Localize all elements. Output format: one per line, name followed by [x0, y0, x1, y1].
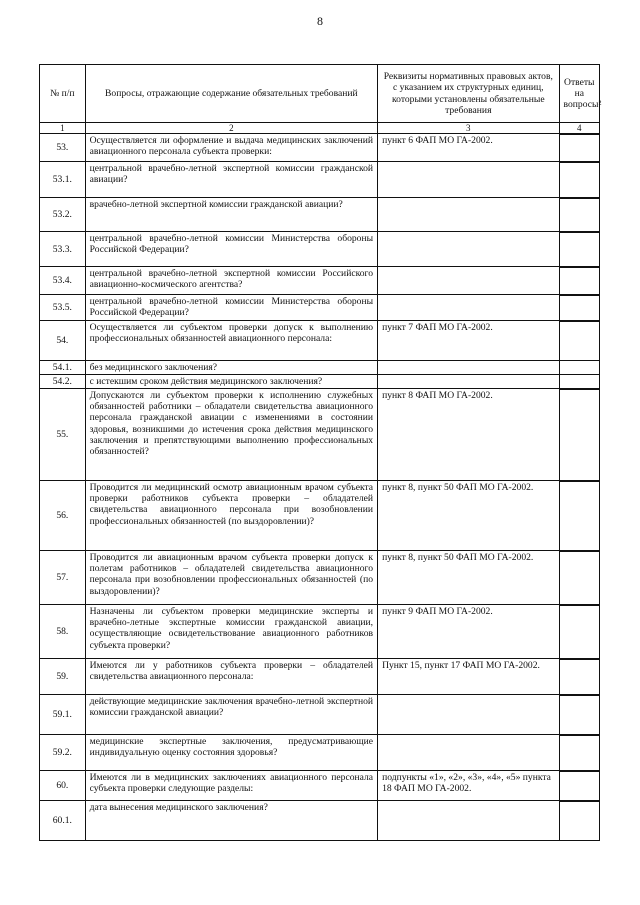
row-number: 58.: [40, 605, 86, 659]
question-text: Проводится ли медицинский осмотр авиационным врачом субъекта проверки работников субъекта проверки – обладателей свидетельства авиационного персонала при возобновлении профессиональных обязанностей (по выздоровлении)?: [85, 481, 377, 551]
row-number: 53.: [40, 134, 86, 162]
question-text: центральной врачебно-летной комиссии Министерства обороны Российской Федерации?: [85, 232, 377, 267]
header-questions: Вопросы, отражающие содержание обязательных требований: [85, 65, 377, 123]
row-number: 53.3.: [40, 232, 86, 267]
table-row: [40, 198, 600, 232]
column-number: 2: [85, 123, 377, 134]
answer-cell[interactable]: [559, 232, 599, 267]
column-number: 4: [559, 123, 599, 134]
reference-text: [378, 198, 559, 232]
question-text: Осуществляется ли оформление и выдача медицинских заключений авиационного персонала субъекта проверки:: [85, 134, 377, 162]
question-text: дата вынесения медицинского заключения?: [85, 801, 377, 841]
answer-cell[interactable]: [559, 771, 599, 801]
question-text: Имеются ли у работников субъекта проверки – обладателей свидетельства авиационного персонала:: [85, 659, 377, 695]
answer-cell[interactable]: [559, 695, 599, 735]
reference-text: [378, 232, 559, 267]
reference-text: [378, 375, 559, 389]
row-number: 60.1.: [40, 801, 86, 841]
question-text: Осуществляется ли субъектом проверки допуск к выполнению профессиональных обязанностей авиационного персонала:: [85, 321, 377, 361]
answer-cell[interactable]: [559, 198, 599, 232]
column-number: 1: [40, 123, 86, 134]
question-text: центральной врачебно-летной экспертной комиссии Российского авиационно-космического агентства?: [85, 267, 377, 295]
answer-cell[interactable]: [559, 481, 599, 551]
row-number: 53.5.: [40, 295, 86, 321]
table-row: [40, 551, 600, 605]
answer-cell[interactable]: [559, 735, 599, 771]
answer-cell[interactable]: [559, 295, 599, 321]
table-row: [40, 375, 600, 389]
question-text: врачебно-летной экспертной комиссии гражданской авиации?: [85, 198, 377, 232]
column-number: 3: [378, 123, 559, 134]
row-number: 54.2.: [40, 375, 86, 389]
row-number: 55.: [40, 389, 86, 481]
reference-text: Пункт 15, пункт 17 ФАП МО ГА-2002.: [378, 659, 559, 695]
row-number: 54.1.: [40, 361, 86, 375]
question-text: Допускаются ли субъектом проверки к исполнению служебных обязанностей работники – обладатели свидетельства авиационного персонала гражданской авиации с изменениями в состоянии здоровья, возникшими до истечения срока действия медицинского заключения и препятствующими выполнению профессиональных обязанностей?: [85, 389, 377, 481]
reference-text: пункт 8, пункт 50 ФАП МО ГА-2002.: [378, 551, 559, 605]
answer-cell[interactable]: [559, 267, 599, 295]
row-number: 60.: [40, 771, 86, 801]
table-row: [40, 361, 600, 375]
answer-cell[interactable]: [559, 361, 599, 375]
row-number: 57.: [40, 551, 86, 605]
reference-text: пункт 6 ФАП МО ГА-2002.: [378, 134, 559, 162]
table-row: [40, 389, 600, 481]
question-text: действующие медицинские заключения врачебно-летной экспертной комиссии гражданской авиации?: [85, 695, 377, 735]
table-header-row: [40, 65, 600, 123]
row-number: 59.1.: [40, 695, 86, 735]
table-row: [40, 695, 600, 735]
table-row: [40, 134, 600, 162]
table-row: [40, 321, 600, 361]
answer-cell[interactable]: [559, 375, 599, 389]
table-row: [40, 659, 600, 695]
table-row: [40, 605, 600, 659]
answer-cell[interactable]: [559, 659, 599, 695]
answer-cell[interactable]: [559, 389, 599, 481]
reference-text: [378, 801, 559, 841]
header-answers: Ответы на вопросы²: [559, 65, 599, 123]
question-text: Назначены ли субъектом проверки медицинские эксперты и врачебно-летные экспертные комиссии гражданской авиации, осуществляющие освидетельствование авиационного работников субъекта проверки?: [85, 605, 377, 659]
reference-text: [378, 361, 559, 375]
row-number: 59.: [40, 659, 86, 695]
row-number: 56.: [40, 481, 86, 551]
reference-text: пункт 9 ФАП МО ГА-2002.: [378, 605, 559, 659]
answer-cell[interactable]: [559, 801, 599, 841]
requirements-table: [39, 64, 600, 841]
answer-cell[interactable]: [559, 162, 599, 198]
question-text: с истекшим сроком действия медицинского заключения?: [85, 375, 377, 389]
answer-cell[interactable]: [559, 605, 599, 659]
row-number: 53.2.: [40, 198, 86, 232]
reference-text: [378, 267, 559, 295]
question-text: Проводится ли авиационным врачом субъекта проверки допуск к полетам работников – обладателей свидетельства авиационного персонала при возобновлении профессиональных обязанностей (по выздоровлении)?: [85, 551, 377, 605]
reference-text: пункт 8, пункт 50 ФАП МО ГА-2002.: [378, 481, 559, 551]
reference-text: [378, 735, 559, 771]
reference-text: [378, 695, 559, 735]
column-number-row: [40, 123, 600, 134]
row-number: 53.1.: [40, 162, 86, 198]
reference-text: пункт 7 ФАП МО ГА-2002.: [378, 321, 559, 361]
row-number: 54.: [40, 321, 86, 361]
question-text: медицинские экспертные заключения, предусматривающие индивидуальную оценку состояния здоровья?: [85, 735, 377, 771]
answer-cell[interactable]: [559, 134, 599, 162]
header-number: № п/п: [40, 65, 86, 123]
answer-cell[interactable]: [559, 321, 599, 361]
table-row: [40, 771, 600, 801]
question-text: центральной врачебно-летной экспертной комиссии гражданской авиации?: [85, 162, 377, 198]
table-row: [40, 162, 600, 198]
question-text: центральной врачебно-летной комиссии Министерства обороны Российской Федерации?: [85, 295, 377, 321]
answer-cell[interactable]: [559, 551, 599, 605]
reference-text: [378, 162, 559, 198]
table-row: [40, 295, 600, 321]
page-number: 8: [317, 14, 323, 28]
reference-text: [378, 295, 559, 321]
table-row: [40, 481, 600, 551]
row-number: 53.4.: [40, 267, 86, 295]
table-row: [40, 232, 600, 267]
question-text: Имеются ли в медицинских заключениях авиационного персонала субъекта проверки следующие разделы:: [85, 771, 377, 801]
question-text: без медицинского заключения?: [85, 361, 377, 375]
header-references: Реквизиты нормативных правовых актов, с указанием их структурных единиц, которыми установлены обязательные требования: [378, 65, 559, 123]
reference-text: пункт 8 ФАП МО ГА-2002.: [378, 389, 559, 481]
row-number: 59.2.: [40, 735, 86, 771]
table-row: [40, 801, 600, 841]
reference-text: подпункты «1», «2», «3», «4», «5» пункта 18 ФАП МО ГА-2002.: [378, 771, 559, 801]
table-row: [40, 735, 600, 771]
table-row: [40, 267, 600, 295]
